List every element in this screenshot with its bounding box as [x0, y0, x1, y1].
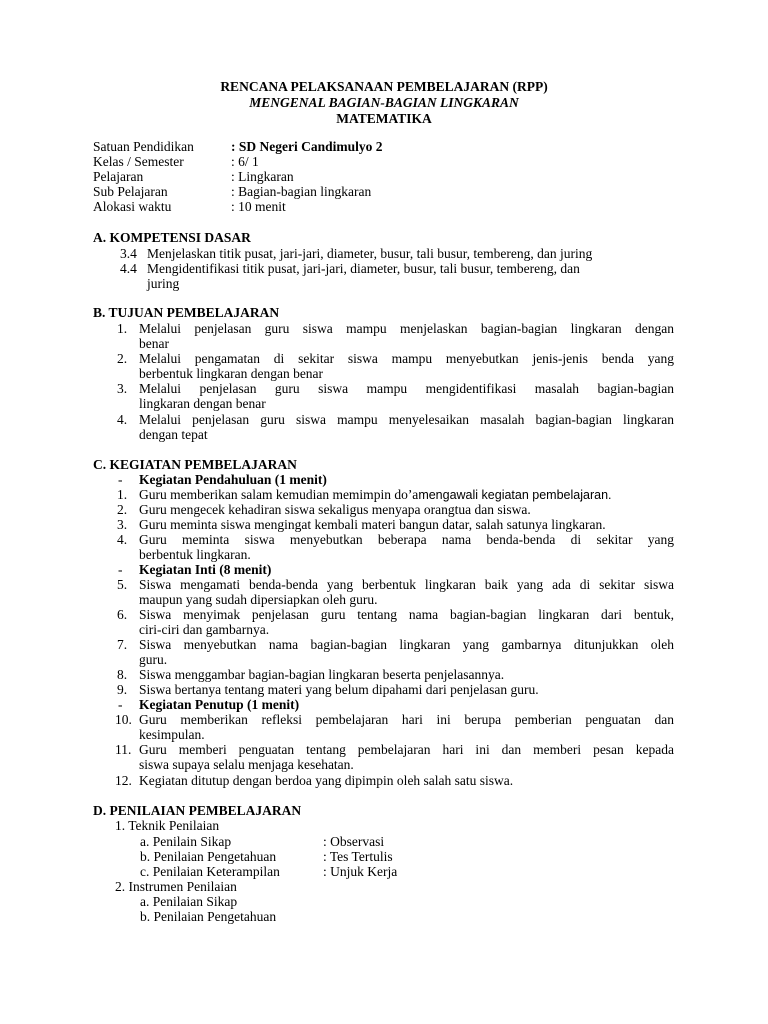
- list-number: 4.: [117, 532, 128, 547]
- list-number: 3.: [117, 381, 128, 396]
- list-item-text: Siswa menyebutkan nama bagian-bagian lingkaran yang gambarnya ditunjukkan oleh: [139, 637, 674, 652]
- list-item-text: maupun yang sudah dipersiapkan oleh guru.: [139, 592, 378, 607]
- list-item-text: Kegiatan ditutup dengan berdoa yang dipimpin oleh salah satu siswa.: [139, 773, 514, 788]
- list-item-text: Guru mengecek kehadiran siswa sekaligus menyapa orangtua dan siswa.: [139, 502, 531, 517]
- teknik-item-label: b. Penilaian Pengetahuan: [140, 849, 277, 864]
- list-item-text: Mengidentifikasi titik pusat, jari-jari, diameter, busur, tali busur, tembereng, dan: [147, 261, 580, 276]
- list-item-text: juring: [147, 276, 180, 291]
- list-item-text: Siswa menggambar bagian-bagian lingkaran beserta penjelasannya.: [139, 667, 505, 682]
- list-item-text: siswa supaya selalu menjaga kesehatan.: [139, 757, 354, 772]
- identity-value: : Bagian-bagian lingkaran: [231, 184, 372, 199]
- list-number: 6.: [117, 607, 128, 622]
- teknik-item-label: a. Penilain Sikap: [140, 834, 232, 849]
- dash-marker: -: [118, 472, 123, 487]
- identity-value: : 10 menit: [231, 199, 286, 214]
- list-number: 3.4: [120, 246, 137, 261]
- list-item-text: lingkaran dengan benar: [139, 396, 266, 411]
- list-item-text: Melalui penjelasan guru siswa mampu menyelesaikan masalah bagian-bagian lingkaran: [139, 412, 674, 427]
- title-line-1: RENCANA PELAKSANAAN PEMBELAJARAN (RPP): [220, 79, 548, 94]
- identity-value: : 6/ 1: [231, 154, 259, 169]
- identity-label: Satuan Pendidikan: [93, 139, 194, 154]
- teknik-item-value: : Observasi: [323, 834, 385, 849]
- list-number: 3.: [117, 517, 128, 532]
- identity-label: Pelajaran: [93, 169, 144, 184]
- identity-label: Alokasi waktu: [93, 199, 172, 214]
- list-item-text: guru.: [139, 652, 168, 667]
- list-item-text: Melalui pengamatan di sekitar siswa mampu menyebutkan jenis-jenis benda yang: [139, 351, 674, 366]
- teknik-item-value: : Tes Tertulis: [323, 849, 393, 864]
- list-item-text: Guru memberi penguatan tentang pembelajaran hari ini dan memberi pesan kepada: [139, 742, 674, 757]
- title-line-2: MENGENAL BAGIAN-BAGIAN LINGKARAN: [249, 95, 519, 110]
- subheading-inti: Kegiatan Inti (8 menit): [139, 562, 272, 577]
- list-number: 1.: [117, 321, 128, 336]
- list-item-text: ciri-ciri dan gambarnya.: [139, 622, 270, 637]
- list-item-text: berbentuk lingkaran.: [139, 547, 251, 562]
- section-c-heading: C. KEGIATAN PEMBELAJARAN: [93, 457, 297, 472]
- dash-marker: -: [118, 697, 123, 712]
- identity-label: Sub Pelajaran: [93, 184, 168, 199]
- list-number: 8.: [117, 667, 128, 682]
- list-item-text-part: Guru memberikan salam kemudian memimpin do’a: [139, 487, 419, 502]
- list-number: 9.: [117, 682, 128, 697]
- list-item-text: Guru memberikan refleksi pembelajaran hari ini berupa pemberian penguatan dan: [139, 712, 674, 727]
- list-item-text: Siswa menyimak penjelasan guru tentang nama bagian-bagian lingkaran dari bentuk,: [139, 607, 674, 622]
- list-number: 2.: [117, 351, 128, 366]
- identity-value: : Lingkaran: [231, 169, 294, 184]
- subheading-penutup: Kegiatan Penutup (1 menit): [139, 697, 300, 712]
- teknik-penilaian-label: 1. Teknik Penilaian: [115, 818, 220, 833]
- list-item-text: berbentuk lingkaran dengan benar: [139, 366, 324, 381]
- list-number: 4.4: [120, 261, 137, 276]
- teknik-item-value: : Unjuk Kerja: [323, 864, 398, 879]
- list-number: 2.: [117, 502, 128, 517]
- list-number: 10.: [115, 712, 132, 727]
- list-item-text: Melalui penjelasan guru siswa mampu mengidentifikasi masalah bagian-bagian: [139, 381, 674, 396]
- list-item-text: [139, 487, 612, 503]
- list-number: 5.: [117, 577, 128, 592]
- section-a-heading: A. KOMPETENSI DASAR: [93, 230, 251, 245]
- list-item-text: Siswa mengamati benda-benda yang berbentuk lingkaran baik yang ada di sekitar siswa: [139, 577, 674, 592]
- document-title: [0, 79, 768, 127]
- list-item-text: kesimpulan.: [139, 727, 205, 742]
- list-item-text: Melalui penjelasan guru siswa mampu menjelaskan bagian-bagian lingkaran dengan: [139, 321, 674, 336]
- list-number: 7.: [117, 637, 128, 652]
- section-b-heading: B. TUJUAN PEMBELAJARAN: [93, 305, 280, 320]
- teknik-item-label: c. Penilaian Keterampilan: [140, 864, 280, 879]
- instrumen-penilaian-label: 2. Instrumen Penilaian: [115, 879, 237, 894]
- instrumen-item: a. Penilaian Sikap: [140, 894, 238, 909]
- list-item-text: Guru meminta siswa menyebutkan beberapa nama benda-benda di sekitar yang: [139, 532, 674, 547]
- subheading-pendahuluan: Kegiatan Pendahuluan (1 menit): [139, 472, 327, 487]
- instrumen-item: b. Penilaian Pengetahuan: [140, 909, 277, 924]
- list-item-text: Siswa bertanya tentang materi yang belum dipahami dari penjelasan guru.: [139, 682, 539, 697]
- list-item-text: benar: [139, 336, 169, 351]
- list-item-text-part: mengawali kegiatan pembelajaran.: [418, 488, 612, 502]
- dash-marker: -: [118, 562, 123, 577]
- section-d-heading: D. PENILAIAN PEMBELAJARAN: [93, 803, 302, 818]
- title-line-3: MATEMATIKA: [336, 111, 432, 126]
- list-number: 4.: [117, 412, 128, 427]
- list-number: 1.: [117, 487, 128, 502]
- list-item-text: Guru meminta siswa mengingat kembali materi bangun datar, salah satunya lingkaran.: [139, 517, 606, 532]
- list-number: 12.: [115, 773, 132, 788]
- identity-label: Kelas / Semester: [93, 154, 184, 169]
- list-item-text: Menjelaskan titik pusat, jari-jari, diameter, busur, tali busur, tembereng, dan juring: [147, 246, 593, 261]
- list-item-text: dengan tepat: [139, 427, 208, 442]
- list-number: 11.: [115, 742, 132, 757]
- identity-value: : SD Negeri Candimulyo 2: [231, 139, 383, 154]
